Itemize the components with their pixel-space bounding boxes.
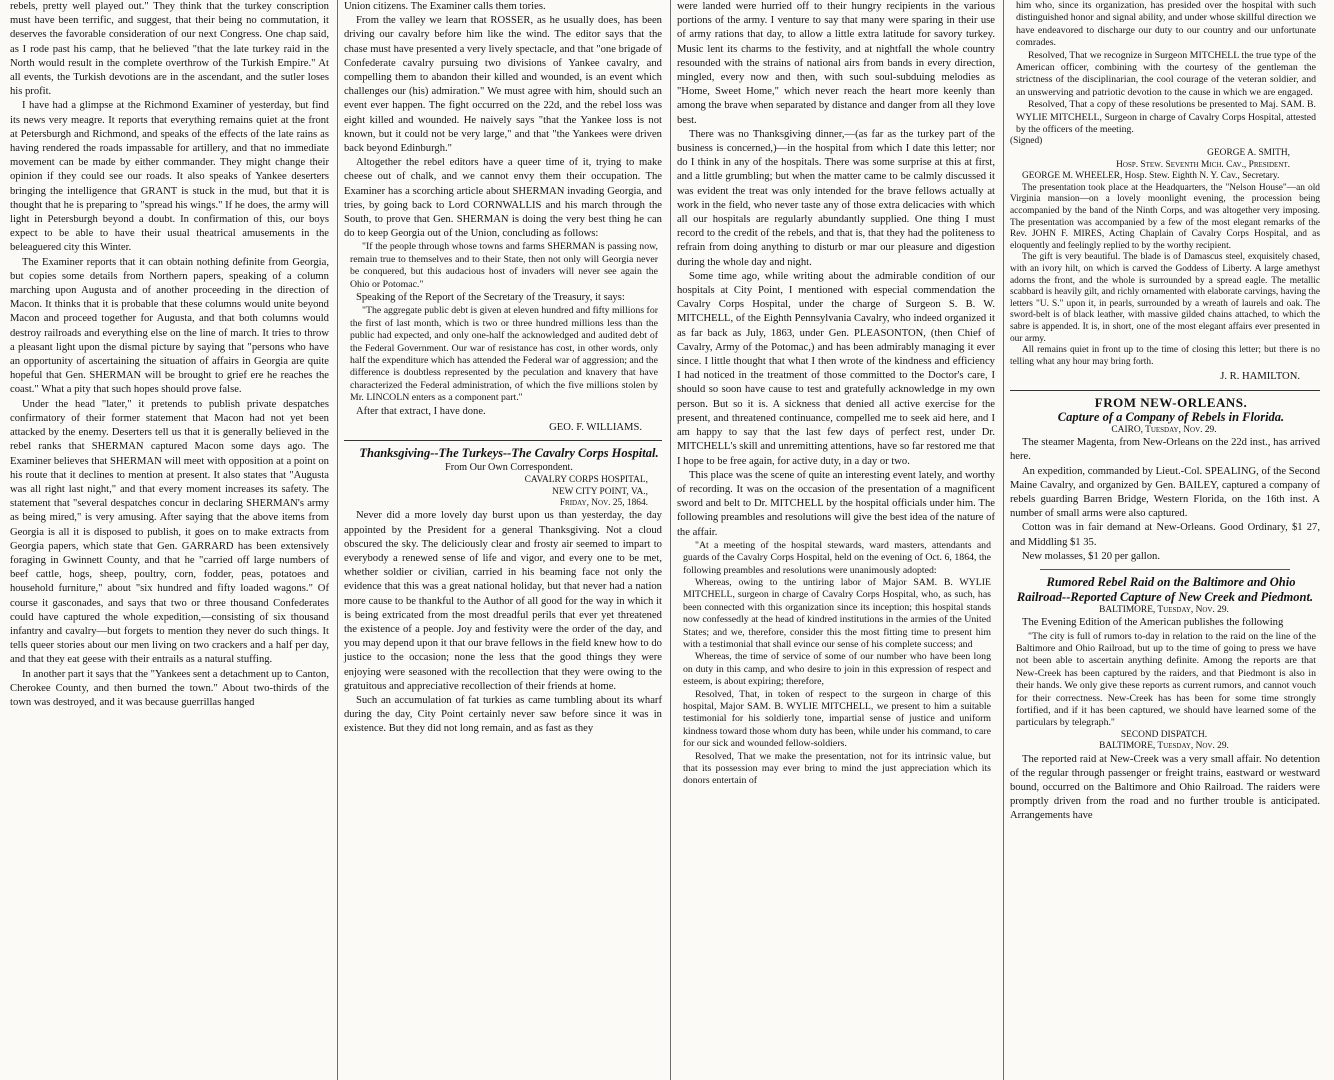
- section-divider: [1040, 569, 1290, 570]
- article-paragraph: Speaking of the Report of the Secretary of the Treasury, it says:: [355, 292, 625, 304]
- article-paragraph: All remains quiet in front up to the time of closing this letter; but there is no telling what any hour may bring forth.: [1009, 345, 1320, 367]
- block-quote: Resolved, That a copy of these resolutions be presented to Maj. SAM. B. WYLIE MITCHELL, Surgeon in charge of Cavalry Corps Hospital, attested by the officers of the meeting.: [1015, 99, 1316, 136]
- article-paragraph: Never did a more lovely day burst upon us than yesterday, the day appointed by the President for a general Thanksgiving. Not a cloud obscured the sky. The deliciously clear and frosty air seemed to impart to everybody a renewed sense of life and vigor, and every one to be met, whether soldier or civilian, carried in his beaming face not only the evidence that this was a great national holiday, but that never had a nation more cause to be thankful to the Author of all good for the way in which it is being extricated from the most dreadful perils that ever yet threatened the existence of a people. Joy and festivity were the order of the day, and you may depend upon it that our brave fellows in the field knew how to do justice to the occasion; none the less that the good things they were enjoying were seasoned with the recollection that they were owing to the gratuitous and appreciative recollection of their friends at home.: [343, 510, 662, 692]
- article-paragraph: Cotton was in fair demand at New-Orleans. Good Ordinary, $1 27, and Middling $1 35.: [1009, 522, 1320, 548]
- article-paragraph: An expedition, commanded by Lieut.-Col. SPEALING, of the Second Maine Cavalry, and organized by Gen. BAILEY, captured a company of rebels guarding Barren Bridge, Western Florida, on the 16th inst. A number of small arms were also captured.: [1009, 465, 1320, 520]
- article-paragraph: The presentation took place at the Headquarters, the "Nelson House"—an old Virginia mansion—on a lovely moonlight evening, the procession being accompanied by the band of the Ninth Corps, and was altogether very imposing. The presentation was accompanied by a few of the most elegant remarks of the Rev. JOHN F. MIRES, Acting Chaplain of Cavalry Corps Hospital, and as eloquently and feelingly replied to by the worthy recipient.: [1009, 182, 1320, 251]
- article-headline: Thanksgiving--The Turkeys--The Cavalry Corps Hospital.: [359, 445, 659, 460]
- section-heading: FROM NEW-ORLEANS.: [1094, 394, 1248, 410]
- signatory-name: GEORGE A. SMITH,: [1207, 148, 1290, 159]
- column-1: [4, 0, 337, 1080]
- dateline: BALTIMORE, Tuesday, Nov. 29.: [1099, 604, 1229, 615]
- author-signature: GEO. F. WILLIAMS.: [549, 421, 642, 433]
- article-subhead: From Our Own Correspondent.: [445, 461, 573, 473]
- block-quote: "At a meeting of the hospital stewards, ward masters, attendants and guards of the Cavalry Corps Hospital, held on the evening of Oct. 6, 1864, the following preambles and resolutions were unanimously adopted:: [682, 539, 991, 576]
- article-paragraph: The steamer Magenta, from New-Orleans on the 22d inst., has arrived here.: [1009, 437, 1320, 463]
- article-paragraph: Such an accumulation of fat turkies as came tumbling about its wharf during the day, City Point certainly never saw before since it was in existence. But they did not long remain, and as fast as they: [343, 695, 662, 735]
- signed-label: (Signed): [1009, 136, 1043, 147]
- block-quote: Whereas, owing to the untiring labor of Major SAM. B. WYLIE MITCHELL, surgeon in charge of Cavalry Corps Hospital, who, as such, has been connected with this organization since its inception; this hospital stands now confessedly at the head of kindred institutions in the armies of the United States; and we, therefore, consider this the most fitting time to present him with a testimonial that shall evince our sense of his complete success; and: [682, 576, 991, 650]
- author-signature: J. R. HAMILTON.: [1220, 371, 1300, 383]
- article-headline: Rumored Rebel Raid on the Baltimore and Ohio Railroad--Reported Capture of New Creek and Piedmont.: [1016, 574, 1314, 604]
- block-quote: "The aggregate public debt is given at eleven hundred and fifty millions for the first of last month, which is two or three hundred millions less than the public had expected, and only one-half the acknowledged and audited debt of the Federal Government. Our war of resistance has cost, in other words, only half the expenditure which has attended the Federal war of aggression; and the difference is doubtless represented by the peculation and knavery that have characterized the Federal administration, of which the five millions stolen by Mr. LINCOLN enters as a component part.": [349, 305, 658, 404]
- article-paragraph: I have had a glimpse at the Richmond Examiner of yesterday, but find its news very meagre. It reports that everything remains quiet at the front at Petersburgh and Richmond, and speaks of the effects of the late rains as having rendered the roads impassable for artillery, and that no immediate movement can be made by either commander. They might change their opinion if they could see our roads. It also speaks of Yankee deserters bringing the intelligence that GRANT is stuck in the mud, but that it is thought that he is preparing to "spread his wings." If he does, the army will light in Petersburgh beyond a doubt. In confirmation of this, our boys expect to be able to have their usual theatrical amusements in the beleaguered city this Winter.: [10, 100, 329, 254]
- article-headline: Capture of a Company of Rebels in Florida.: [1057, 409, 1285, 424]
- signatory-secretary: GEORGE M. WHEELER, Hosp. Stew. Eighth N. Y. Cav., Secretary.: [1021, 171, 1280, 182]
- article-paragraph: There was no Thanksgiving dinner,—(as far as the turkey part of the business is concerned,)—in the hospital from which I date this letter; nor do I think in any of the hospitals. There was some surprise at this at first, and a little grumbling; but when the matter came to be calmly discussed it was evident the treat was only intended for the brave fellows actually at work in the field, who never taste any of those extra delicacies with which all our hospitals are regularly abundantly supplied. One thing I must record to the credit of the rebels, and that is, that they had the politeness to refrain from doing anything to disturb or mar our pleasure and digestion during the whole day and night.: [676, 128, 995, 268]
- block-quote: Resolved, That, in token of respect to the surgeon in charge of this hospital, Major SAM. B. WYLIE MITCHELL, we present to him a suitable testimonial for his soldierly tone, impartial sense of justice and uniform kindness toward those whom duty has been, while under his command, to care for our sick and wounded fellow-soldiers.: [682, 688, 991, 750]
- article-paragraph: The Examiner reports that it can obtain nothing definite from Georgia, but copies some details from Northern papers, speaking of a column marching upon Augusta and of another proceeding in the direction of Macon. It thinks that it is probable that these columns would unite beyond Macon and proceed together for Augusta, and that both columns would destroy railroads and everything else on the line of march. It tries to throw a pleasant light upon the dismal picture by saying that "persons who have an opportunity of ascertaining the situation of affairs in Georgia are quite hopeful that Gen. SHERMAN will be brought to grief ere he reaches the coast." What a pity that such hopes should prove false.: [10, 256, 329, 396]
- column-3: [670, 0, 1003, 1080]
- signature-block: [1010, 136, 1320, 171]
- article-paragraph: Altogether the rebel editors have a queer time of it, trying to make cheese out of chalk, and we cannot envy them their occupation. The Examiner has a scorching article about SHERMAN invading Georgia, and tries, by going back to Lord CORNWALLIS and his march through the South, to prove that Gen. SHERMAN is doing the very best thing he can do to keep Georgia out of the Union, concluding as follows:: [343, 157, 662, 240]
- article-paragraph: Some time ago, while writing about the admirable condition of our hospitals at City Point, I mentioned with especial commendation the Cavalry Corps Hospital, under the charge of Surgeon S. B. W. MITCHELL, of the Eighth Pennsylvania Cavalry, who indeed organized it as far back as July, 1863, under Gen. PLEASONTON, (then Chief of Cavalry, Army of the Potomac,) and has been admirably managing it ever since. I little thought that what I then wrote of the kindness and efficiency I had noticed in the treatment of those committed to the Doctor's care, I should so soon have cause to test and gratefully acknowledge in my own person. But so it is. A sickness that denied all active exercise for the present, and threatened continuance, compelled me to seek aid here, and I am happy to say that the last few days of perfect rest, under Dr. MITCHELL's skill and unremitting attentions, have so far restored me that I hope to be free again, for active duty, in a day or two.: [676, 270, 995, 467]
- article-paragraph: After that extract, I have done.: [355, 405, 486, 417]
- signatory-title: Hosp. Stew. Seventh Mich. Cav., President.: [1116, 159, 1290, 170]
- dateline: CAVALRY CORPS HOSPITAL,: [524, 475, 648, 486]
- article-paragraph: Under the head "later," it pretends to publish private despatches confirmatory of their former statement that Macon had not yet been attacked by the enemy. Deserters tell us that it is generally believed in the rebel ranks that SHERMAN captured Macon some days ago. The Examiner believes that SHERMAN will meet with opposition at a point on his route that it declines to mention at present. It also states that "Augusta was all right last night," and that every moment increases its safety. The statement that "several despatches concur in declaring SHERMAN's army as being mired," is very amusing. After saying that the above items from Georgia is all it is disposed to publish, it goes on to make extracts from Georgia papers, which state that Gen. GARRARD has been extensively foraging in Gwinnett County, and that he "carried off large numbers of beef cattle, hogs, sheep, poultry, corn, fodder, peas, potatoes and household furniture," about "six hundred and fifty loaded wagons." Of course it gasconades, and says that two or three thousand Confederates could have captured the whole expedition,—consisting of six thousand infantry and cavalry—but forgets to mention they never do such things. It tells queer stories about our men living on two crackers and a half per day, and that they eat geese with their entrails as a natural stuffing.: [10, 398, 329, 666]
- article-paragraph: rebels, pretty well played out." They think that the turkey conscription must have been terrific, and suggest, that their being no commutation, it deserves the favorable consideration of our next Congress. One chap said, as I rode past his camp, that he believed "that the late turkey raid in the North would result in the complete overthrow of the Turkish Empire." At all events, the Turkish devotions are in the ascendant, and the sutler loses his profit.: [10, 1, 329, 98]
- section-divider: [344, 440, 662, 441]
- section-divider: [1010, 390, 1320, 391]
- article-paragraph: The gift is very beautiful. The blade is of Damascus steel, exquisitely chased, with an ivory hilt, on which is carved the Goddess of Liberty. A large amethyst adorns the front, and the whole is surrounded by a spread eagle. The metallic scabbard is heavily gilt, and richly ornamented with elaborate carvings, having the letters "U. S." upon it, in pearls, surrounded by a wreath of laurels and oak. The sword-belt is of black leather, with massive gilded chains attached, to which the sabre is appended. It is, in short, one of the most elegant affairs ever presented in our army.: [1009, 252, 1320, 344]
- block-quote: him who, since its organization, has presided over the hospital with such distinguished honor and signal ability, and under whose skillful direction we have endeavored to discharge our duty to our country and our unfortunate comrades.: [1015, 0, 1316, 49]
- article-paragraph: New molasses, $1 20 per gallon.: [1021, 550, 1160, 562]
- dateline: BALTIMORE, Tuesday, Nov. 29.: [1099, 741, 1229, 752]
- column-4: [1003, 0, 1328, 1080]
- article-paragraph: were landed were hurried off to their hungry recipients in the various portions of the army. I venture to say that many were sparing in their use of army rations that day, to allow a little extra latitude for savory turkey. Music lent its charms to the festivity, and at nightfall the whole country resounded with the strains of national airs from bands in every direction, mingled, every now and then, with such soul-subduing melodies as "Home, Sweet Home," which never reach the heart more keenly than among the brave when separated by distance and danger from all they love best.: [676, 1, 995, 126]
- dateline: SECOND DISPATCH.: [1120, 729, 1208, 740]
- block-quote: Whereas, the time of service of some of our number who have been long on duty in this camp, and who desire to join in this expression of respect and esteem, is about expiring; therefore,: [682, 651, 991, 688]
- dateline: NEW CITY POINT, VA.,: [552, 486, 648, 497]
- article-paragraph: The Evening Edition of the American publishes the following: [1021, 617, 1284, 629]
- article-paragraph: Union citizens. The Examiner calls them tories.: [343, 1, 546, 12]
- block-quote: Resolved, That we recognize in Surgeon MITCHELL the true type of the American officer, combining with the courtesy of the gentleman the strictness of the disciplinarian, the cool courage of the veteran soldier, and an unswerving and patriotic devotion to the cause in which we are engaged.: [1015, 49, 1316, 98]
- article-paragraph: In another part it says that the "Yankees sent a detachment up to Canton, Cherokee County, and then burned the town." About two-thirds of the town was destroyed, and it was because guerrillas hanged: [10, 668, 329, 708]
- article-paragraph: This place was the scene of quite an interesting event lately, and worthy of recording. It was on the occasion of the presentation of a magnificent sword and belt to Dr. MITCHELL by the hospital officials under him. The following preambles and resolutions will give the best idea of the nature of the affair.: [676, 469, 995, 538]
- block-quote: "The city is full of rumors to-day in relation to the raid on the line of the Baltimore and Ohio Railroad, but up to the time of going to press we have not been able to ascertain anything definite. Among the reports are that New-Creek has been captured by the raiders, and that Piedmont is also in their hands. We only give these reports as current rumors, and cannot vouch for their correctness. New-Creek has has been for some time strongly fortified, and if it has been captured, we should have learned some of the particulars by telegraph.": [1015, 630, 1316, 729]
- block-quote: "If the people through whose towns and farms SHERMAN is passing now, remain true to themselves and to their State, then not only will Georgia never be conquered, but this audacious host of invaders will never see again the Ohio or Potomac.": [349, 241, 658, 290]
- dateline: CAIRO, Tuesday, Nov. 29.: [1111, 424, 1217, 435]
- block-quote: Resolved, That we make the presentation, not for its intrinsic value, but that its possession may ever bring to mind the just appreciation which its donors entertain of: [682, 750, 991, 787]
- article-paragraph: The reported raid at New-Creek was a very small affair. No detention of the regular through passenger or freight trains, eastward or westward bound, occurred on the Baltimore and Ohio Railroad. The raiders were promptly driven from the road and no further trouble is anticipated. Arrangements have: [1009, 753, 1320, 822]
- article-paragraph: From the valley we learn that ROSSER, as he usually does, has been driving our cavalry before him like the wind. The editor says that the chase must have presented a very lively spectacle, and that "one brigade of Confederate cavalry pursuing two divisions of Yankee cavalry, and compelling them to abandon their killed and wounded, is an event which challenges our (his) admiration." We must agree with him, should such an event ever happen. The fight occurred on the 22d, and the rebel loss was eight killed and wounded. He naively says "that the Yankee loss is not known, but it could not be very large," and that "the Yankees were driven back beyond Edinburgh.": [343, 15, 662, 155]
- dateline: Friday, Nov. 25, 1864.: [559, 497, 648, 508]
- column-2: [337, 0, 670, 1080]
